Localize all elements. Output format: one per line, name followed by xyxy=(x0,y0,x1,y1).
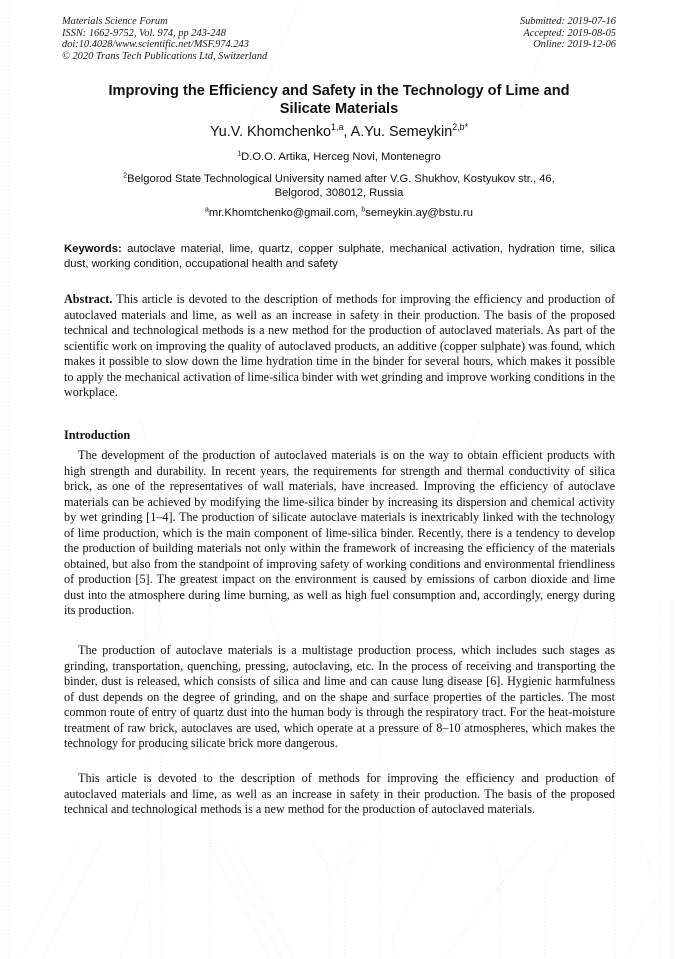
affiliation-marker: 2 xyxy=(123,172,128,180)
keywords xyxy=(64,242,615,271)
author-name: Yu.V. Khomchenko xyxy=(209,124,332,140)
intro-paragraph-3: This article is devoted to the description of methods for improving the efficiency and production of autoclaved materials and lime, as well as an increase in safety in their production. The basis of the proposed technical and technological methods is a new method for the production of autoclaved materials. xyxy=(64,771,615,817)
doi-line[interactable]: doi:10.4028/www.scientific.net/MSF.974.243 xyxy=(62,39,249,50)
email-separator: , xyxy=(355,207,362,219)
affiliation-1 xyxy=(62,151,616,165)
accepted-date: Accepted: 2019-08-05 xyxy=(523,27,616,39)
paper-title xyxy=(62,82,616,118)
keywords-label: Keywords: xyxy=(64,243,122,255)
abstract xyxy=(64,292,615,401)
section-heading-introduction: Introduction xyxy=(64,428,131,442)
intro-paragraph-1: The development of the production of autoclaved materials is on the way to obtain efficient products with high strength and durability. In recent years, the requirements for strength and thermal conductivity of silica brick, as one of the representatives of wall materials, have increased. Improving the efficiency of autoclave materials can be achieved by modifying the lime-silica binder by increasing its dispersion and chemical activity by wet grinding [1–4]. The production of silicate autoclave materials is inextricably linked with the technology of lime production, which is the main component of lime-silica binder. Recently, there is a tendency to develop the production of building materials not only within the framework of increasing the efficiency of the materials obtained, but also from the standpoint of improving safety of working conditions and environmental friendliness of production [5]. The greatest impact on the environment is caused by emissions of carbon dioxide and lime dust into the atmosphere during lime burning, as well as high fuel consumption and, accordingly, energy during its production. xyxy=(64,448,615,618)
abstract-text: This article is devoted to the description of methods for improving the efficiency and production of autoclaved materials and lime, as well as an increase in safety in their production. The basis of the proposed technical and technological methods is a new method for the production of autoclaved materials. As part of the scientific work on improving the quality of autoclaved products, an additive (copper sulphate) was found, which makes it possible to slow down the lime hydration time in the binder for several hours, which makes it possible to apply the mechanical activation of lime-silica binder with wet grinding and improve working conditions in the workplace. xyxy=(64,292,616,400)
affiliation-2 xyxy=(62,173,616,200)
author-separator: , xyxy=(343,124,351,140)
journal-meta xyxy=(62,16,267,62)
issn-line: ISSN: 1662-9752, Vol. 974, pp 243-248 xyxy=(62,27,226,39)
author-list xyxy=(62,123,616,141)
publication-dates xyxy=(520,16,616,51)
email-link[interactable]: mr.Khomtchenko@gmail.com xyxy=(208,207,356,219)
journal-name: Materials Science Forum xyxy=(62,16,168,27)
keywords-text: autoclave material, lime, quartz, copper sulphate, mechanical activation, hydration time, silica dust, working condition, occupational health and safety xyxy=(64,243,615,270)
affiliation-text-line-1: Belgorod State Technological University named after V.G. Shukhov, Kostyukov str., 46, xyxy=(127,173,555,185)
intro-paragraph-2: The production of autoclave materials is a multistage production process, which includes such stages as grinding, transportation, quenching, pressing, autoclaving, etc. In the process of receiving and transporting the binder, dust is released, which consists of silica and lime and can cause lung disease [6]. Hygienic harmfulness of dust depends on the degree of grinding, and on the shape and surface properties of the particles. The most common route of entry of quartz dust into the human body is through the respiratory tract. For the heat-moisture treatment of raw brick, autoclaves are used, which operate at a pressure of 8–10 atmospheres, which makes the technology for producing silicate brick more dangerous. xyxy=(64,643,615,751)
abstract-label: Abstract. xyxy=(64,292,113,306)
email-marker: a xyxy=(205,206,209,214)
title-line-2: Silicate Materials xyxy=(279,101,399,117)
author-emails xyxy=(62,207,616,221)
email-link[interactable]: semeykin.ay@bstu.ru xyxy=(365,207,473,219)
author-superscript: 2,b* xyxy=(452,122,469,133)
email-marker: b xyxy=(361,206,366,214)
copyright-line: © 2020 Trans Tech Publications Ltd, Switzerland xyxy=(62,50,268,62)
online-date: Online: 2019-12-06 xyxy=(533,39,616,50)
affiliation-text: D.O.O. Artika, Herceg Novi, Montenegro xyxy=(241,151,441,163)
affiliation-marker: 1 xyxy=(237,150,242,158)
submitted-date: Submitted: 2019-07-16 xyxy=(519,16,616,27)
author-superscript: 1,a xyxy=(331,122,344,133)
affiliation-text-line-2: Belgorod, 308012, Russia xyxy=(274,186,404,199)
title-line-1: Improving the Efficiency and Safety in the Technology of Lime and xyxy=(108,83,570,99)
author-name: A.Yu. Semeykin xyxy=(350,124,453,140)
